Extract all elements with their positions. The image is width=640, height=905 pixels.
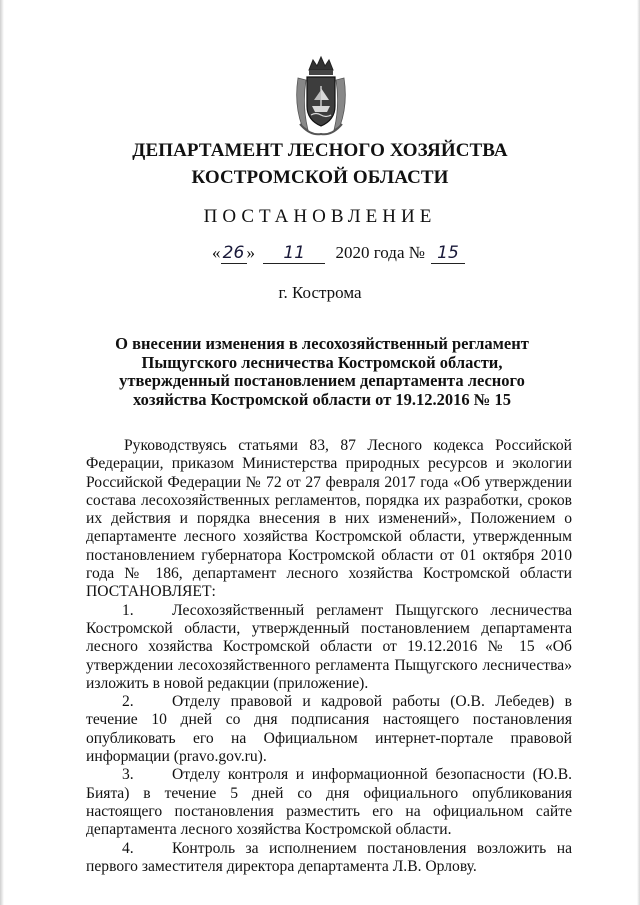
decree-item-number: 3. bbox=[122, 766, 134, 784]
decree-item-text: Отделу правовой и кадровой работы (О.В. Лебедев) в течение 10 дней со дня подписания настоящего постановления опубликовать его на Официальном интернет-портале правовой информации (pravo.gov.ru). bbox=[86, 693, 572, 766]
preamble-paragraph: Руководствуясь статьями 83, 87 Лесного кодекса Российской Федерации, приказом Министерства природных ресурсов и экологии Российской Федерации № 72 от 27 февраля 2017 года «Об утверждении состава лесохозяйственных регламентов, порядка их разработки, сроков их действия и порядка внесения в них изменений», Положением о департаменте лесного хозяйства Костромской области, утвержденным постановлением губернатора Костромской области от 01 октября 2010 года № 186, департамент лесного хозяйства Костромской области ПОСТАНОВЛЯЕТ: bbox=[86, 437, 572, 601]
organization-name-line-2: КОСТРОМСКОЙ ОБЛАСТИ bbox=[191, 167, 449, 188]
document-date-line bbox=[212, 243, 465, 264]
date-day-value: 26 bbox=[222, 243, 245, 263]
decree-item-number: 1. bbox=[122, 601, 134, 619]
date-open-quote: « bbox=[212, 243, 221, 262]
date-close-quote: » bbox=[246, 243, 255, 262]
kostroma-coat-of-arms-icon bbox=[290, 54, 352, 138]
decree-item-2 bbox=[86, 693, 572, 766]
decree-item-4 bbox=[86, 840, 572, 877]
decree-item-1 bbox=[86, 602, 572, 693]
city-of-issue: г. Кострома bbox=[278, 283, 362, 302]
decree-item-text: Лесохозяйственный регламент Пыщугского лесничества Костромской области, утвержденный постановлением департамента лесного хозяйства Костромской области от 19.12.2016 № 15 «Об утверждении лесохозяйственного регламента Пыщугского лесничества» изложить в новой редакции (приложение). bbox=[86, 601, 572, 692]
scan-edge-left bbox=[0, 0, 4, 905]
decree-item-text: Отделу контроля и информационной безопасности (Ю.В. Биятa) в течение 5 дней со дня официального опубликования настоящего постановления разместить его на официальном сайте департамента лесного хозяйства Костромской области. bbox=[86, 766, 572, 839]
decree-item-number: 4. bbox=[122, 839, 134, 857]
date-day-field bbox=[221, 243, 247, 264]
date-month-value: 11 bbox=[283, 243, 306, 263]
document-subject: О внесении изменения в лесохозяйственный регламент Пыщугского лесничества Костромской области, утвержденный постановлением департамента лесного хозяйства Костромской области от 19.12.2016 № 15 bbox=[115, 334, 529, 409]
date-month-field bbox=[263, 243, 325, 264]
date-year-number-label: 2020 года № bbox=[335, 243, 425, 262]
decree-item-text: Контроль за исполнением постановления возложить на первого заместителя директора департамента Л.В. Орлову. bbox=[86, 839, 572, 875]
decree-item-3 bbox=[86, 766, 572, 839]
document-body bbox=[86, 437, 572, 876]
document-number-value: 15 bbox=[437, 243, 459, 263]
decree-item-number: 2. bbox=[122, 693, 134, 711]
document-number-field bbox=[431, 243, 465, 264]
document-type-title: ПОСТАНОВЛЕНИЕ bbox=[203, 206, 437, 227]
organization-name-line-1: ДЕПАРТАМЕНТ ЛЕСНОГО ХОЗЯЙСТВА bbox=[132, 140, 508, 161]
